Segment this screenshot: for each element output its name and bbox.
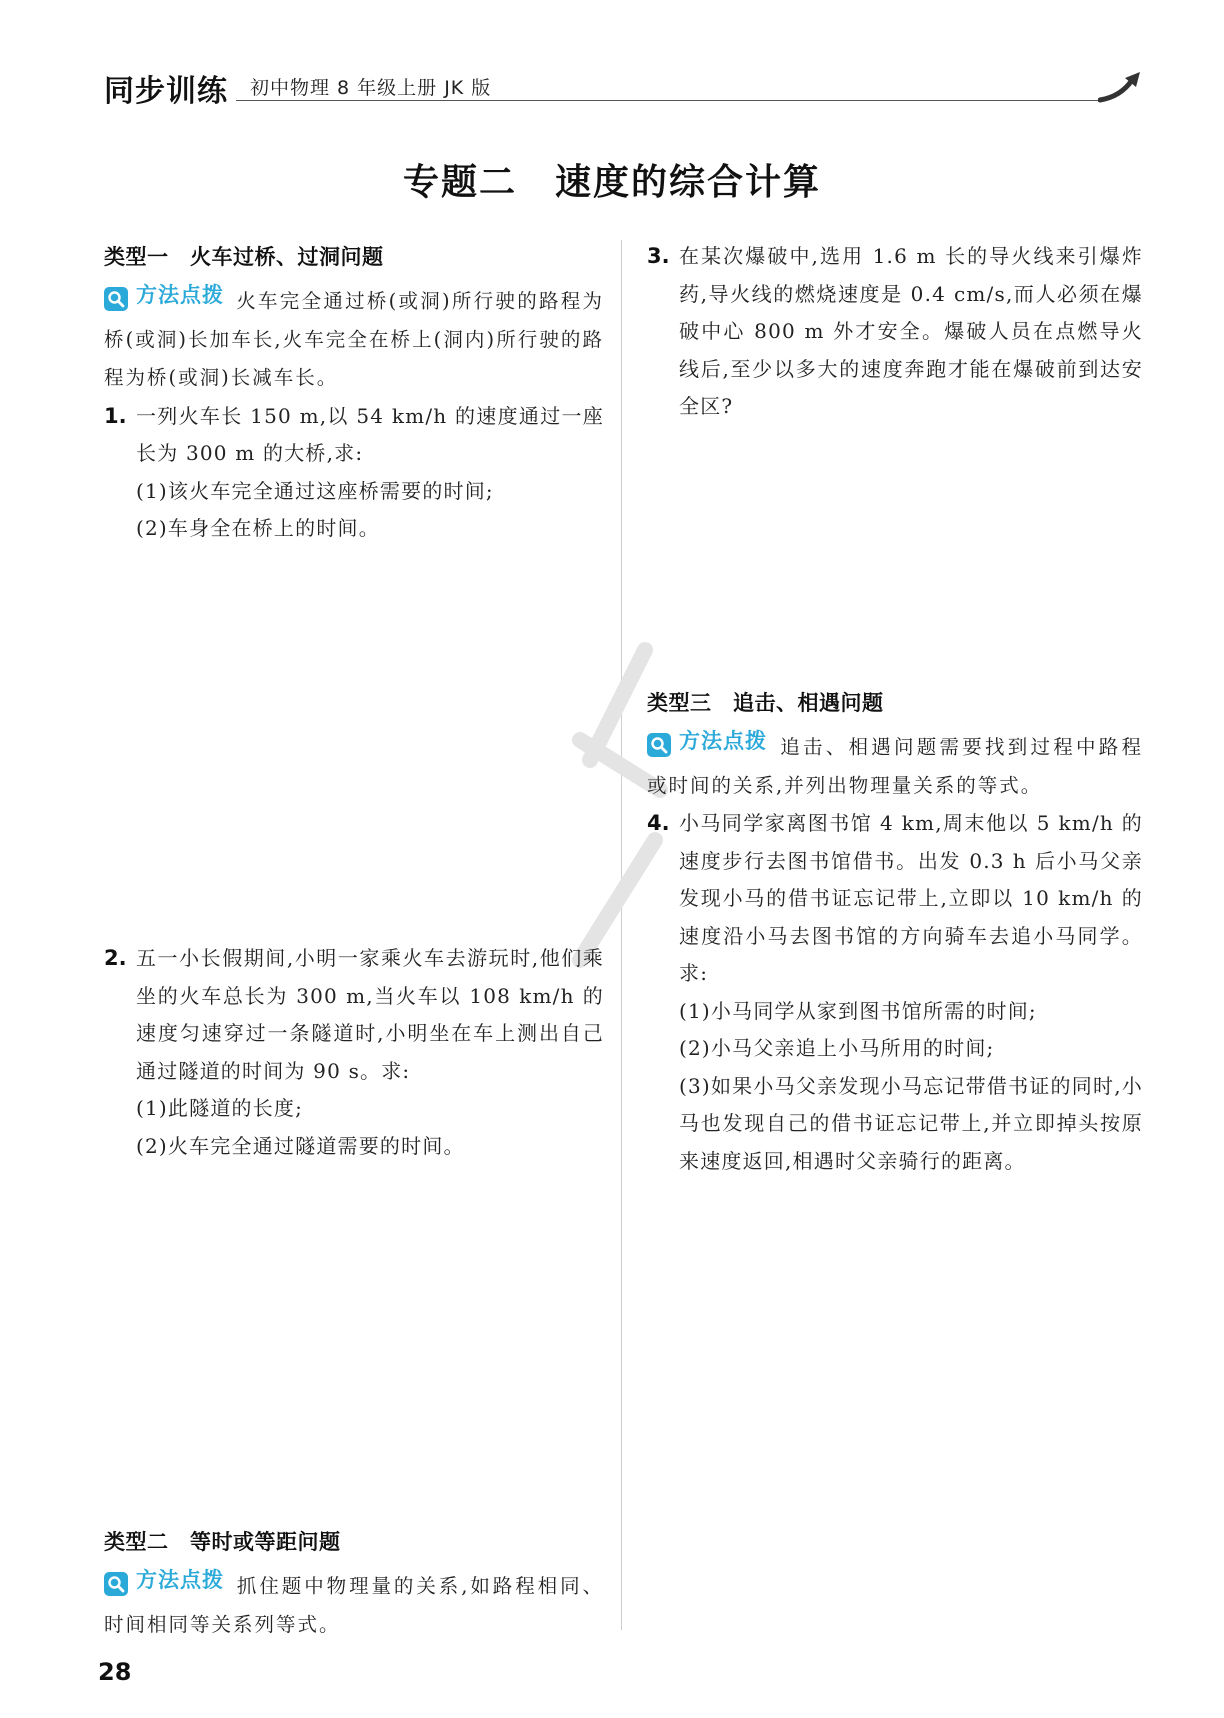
sub-question: (1)该火车完全通过这座桥需要的时间;	[136, 478, 494, 503]
problem-number: 1.	[104, 403, 127, 428]
sub-question: (2)车身全在桥上的时间。	[136, 516, 380, 541]
sub-question: (3)如果小马父亲发现小马忘记带借书证的同时,小马也发现自己的借书证忘记带上,并立即掉头按原来速度返回,相遇时父亲骑行的距离。	[679, 1073, 1143, 1173]
header-subtitle: 初中物理 8 年级上册 JK 版	[250, 77, 492, 99]
magnifier-icon	[104, 287, 128, 311]
problem-2	[104, 940, 604, 1165]
sub-question: (1)小马同学从家到图书馆所需的时间;	[679, 998, 1037, 1023]
section-heading: 类型一 火车过桥、过洞问题	[104, 245, 384, 269]
tip-badge	[104, 276, 224, 315]
tip-label: 方法点拨	[136, 1568, 224, 1592]
page-number: 28	[98, 1658, 132, 1686]
problem-text: 五一小长假期间,小明一家乘火车去游玩时,他们乘坐的火车总长为 300 m,当火车以 108 km/h 的速度匀速穿过一条隧道时,小明坐在车上测出自己通过隧道的时间为 90 s。求:	[136, 946, 604, 1083]
problem-number: 3.	[647, 244, 670, 268]
method-tip	[647, 722, 1143, 805]
section-type-three	[647, 684, 1143, 1180]
problem-3-block	[647, 238, 1143, 426]
tip-text: 抓住题中物理量的关系,如路程相同、时间相同等关系列等式。	[104, 1574, 604, 1636]
problem-text: 在某次爆破中,选用 1.6 m 长的导火线来引爆炸药,导火线的燃烧速度是 0.4 cm/s,而人必须在爆破中心 800 m 外才安全。爆破人员在点燃导火线后,至少以多大的速度奔跑才能在爆破前到达安全区?	[679, 244, 1143, 418]
problem-2-block	[104, 940, 604, 1165]
section-type-one	[104, 238, 604, 548]
problem-number: 2.	[104, 946, 127, 970]
tip-label: 方法点拨	[679, 729, 767, 753]
problem-text: 小马同学家离图书馆 4 km,周末他以 5 km/h 的速度步行去图书馆借书。出发 0.3 h 后小马父亲发现小马的借书证忘记带上,立即以 10 km/h 的速度沿小马去图书馆的方向骑车去追小马同学。求:	[679, 811, 1143, 986]
tip-badge	[104, 1561, 224, 1600]
tip-label: 方法点拨	[136, 283, 224, 307]
arrow-icon	[1098, 70, 1144, 104]
header-brand: 同步训练	[104, 74, 228, 109]
magnifier-icon	[647, 733, 671, 757]
tip-text: 追击、相遇问题需要找到过程中路程或时间的关系,并列出物理量关系的等式。	[647, 735, 1143, 797]
header-rule	[236, 100, 1106, 101]
problem-number: 4.	[647, 811, 670, 836]
problem-1	[104, 398, 604, 548]
method-tip	[104, 276, 604, 398]
page-title: 专题二 速度的综合计算	[402, 162, 821, 203]
magnifier-icon	[104, 1572, 128, 1596]
tip-badge	[647, 722, 767, 761]
section-heading: 类型二 等时或等距问题	[104, 1530, 341, 1554]
problem-4	[647, 805, 1143, 1180]
section-heading: 类型三 追击、相遇问题	[647, 691, 884, 715]
sub-question: (2)小马父亲追上小马所用的时间;	[679, 1036, 995, 1061]
tip-text: 火车完全通过桥(或洞)所行驶的路程为桥(或洞)长加车长,火车完全在桥上(洞内)所行驶的路程为桥(或洞)长减车长。	[104, 289, 604, 390]
sub-question: (1)此隧道的长度;	[136, 1096, 304, 1120]
section-type-two	[104, 1523, 604, 1644]
problem-3	[647, 238, 1143, 426]
problem-text: 一列火车长 150 m,以 54 km/h 的速度通过一座长为 300 m 的大桥,求:	[136, 403, 604, 466]
method-tip	[104, 1561, 604, 1644]
sub-question: (2)火车完全通过隧道需要的时间。	[136, 1133, 465, 1158]
